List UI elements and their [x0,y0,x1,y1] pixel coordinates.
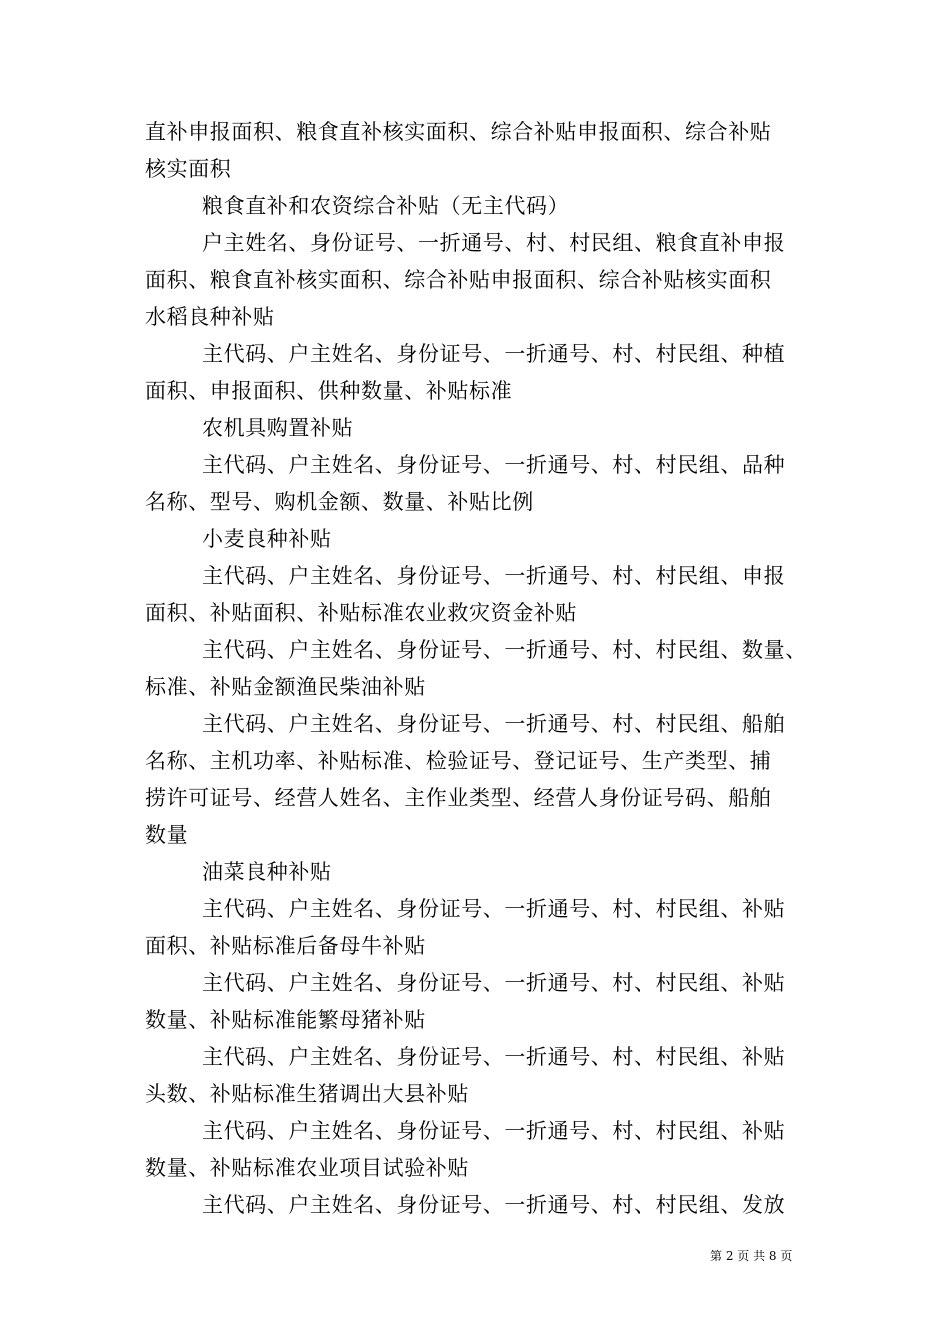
text-line: 面积、补贴标准后备母牛补贴 [145,934,426,958]
text-line: 油菜良种补贴 [202,860,332,884]
text-line: 面积、申报面积、供种数量、补贴标准 [145,379,513,403]
text-line: 头数、补贴标准生猪调出大县补贴 [145,1082,469,1106]
text-line: 农机具购置补贴 [202,416,354,440]
text-line: 核实面积 [145,157,232,181]
text-line: 名称、型号、购机金额、数量、补贴比例 [145,490,534,514]
text-line: 主代码、户主姓名、身份证号、一折通号、村、村民组、种植 [202,342,786,366]
text-line: 主代码、户主姓名、身份证号、一折通号、村、村民组、补贴 [202,1045,786,1069]
text-line: 主代码、户主姓名、身份证号、一折通号、村、村民组、船舶 [202,712,786,736]
text-line: 数量 [145,823,189,847]
text-line: 水稻良种补贴 [145,305,275,329]
text-line: 标准、补贴金额渔民柴油补贴 [145,675,426,699]
text-line: 面积、粮食直补核实面积、综合补贴申报面积、综合补贴核实面积 [145,268,772,292]
text-line: 捞许可证号、经营人姓名、主作业类型、经营人身份证号码、船舶 [145,786,772,810]
text-line: 主代码、户主姓名、身份证号、一折通号、村、村民组、补贴 [202,1119,786,1143]
text-line: 数量、补贴标准能繁母猪补贴 [145,1008,426,1032]
text-line: 名称、主机功率、补贴标准、检验证号、登记证号、生产类型、捕 [145,749,772,773]
text-line: 主代码、户主姓名、身份证号、一折通号、村、村民组、补贴 [202,897,786,921]
text-line: 主代码、户主姓名、身份证号、一折通号、村、村民组、发放 [202,1193,786,1217]
text-line: 主代码、户主姓名、身份证号、一折通号、村、村民组、数量、 [202,638,807,662]
page-number-footer: 第 2 页 共 8 页 [710,1249,793,1263]
text-line: 粮食直补和农资综合补贴（无主代码） [202,194,570,218]
text-line: 小麦良种补贴 [202,527,332,551]
text-line: 主代码、户主姓名、身份证号、一折通号、村、村民组、品种 [202,453,786,477]
text-line: 主代码、户主姓名、身份证号、一折通号、村、村民组、补贴 [202,971,786,995]
text-line: 面积、补贴面积、补贴标准农业救灾资金补贴 [145,601,577,625]
document-body [145,114,810,1224]
text-line: 主代码、户主姓名、身份证号、一折通号、村、村民组、申报 [202,564,786,588]
text-line: 数量、补贴标准农业项目试验补贴 [145,1156,469,1180]
text-line: 户主姓名、身份证号、一折通号、村、村民组、粮食直补申报 [202,231,786,255]
text-line: 直补申报面积、粮食直补核实面积、综合补贴申报面积、综合补贴 [145,120,772,144]
